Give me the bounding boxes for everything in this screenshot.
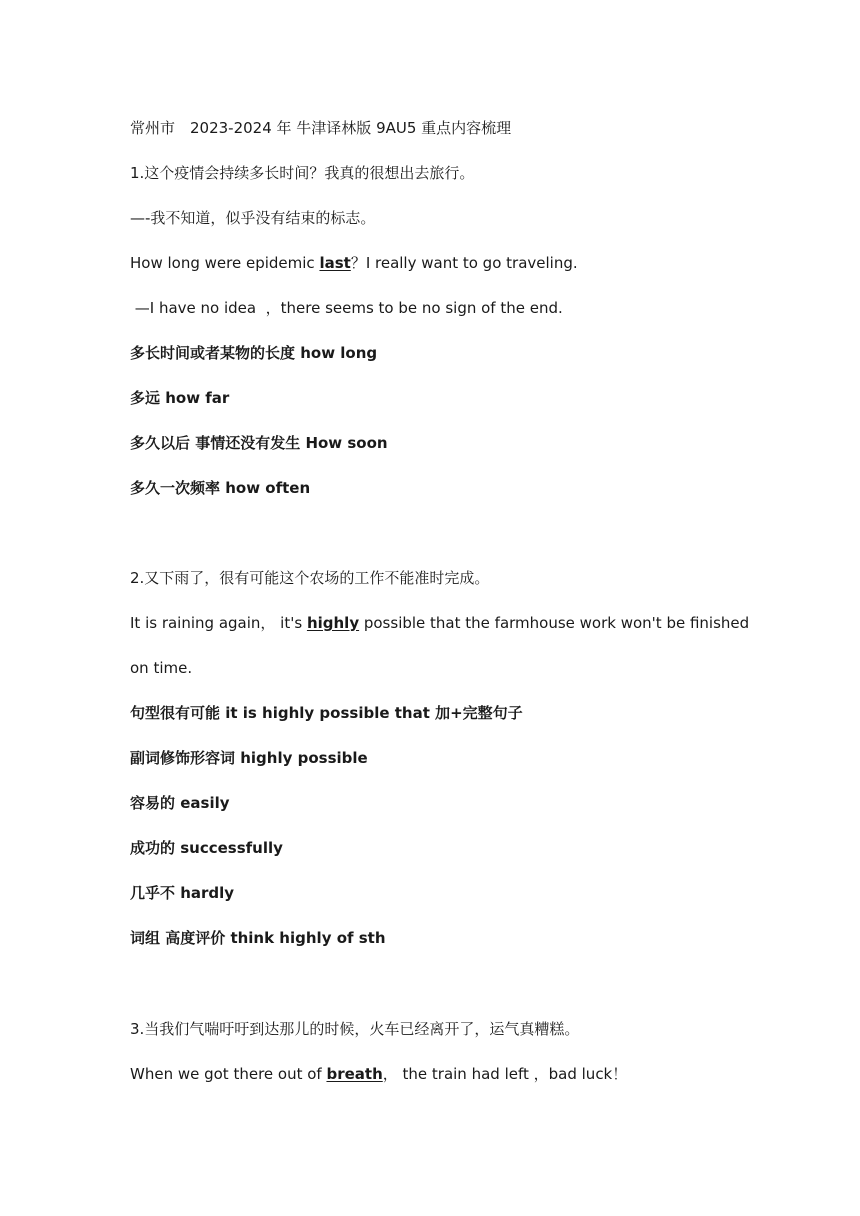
key-word: breath <box>326 1065 383 1083</box>
english-text: ， the train had left ，bad luck！ <box>382 1065 628 1083</box>
section-2-note: 副词修饰形容词 highly possible <box>130 749 368 767</box>
section-1-reply-chinese: —-我不知道，似乎没有结束的标志。 <box>130 209 376 227</box>
section-1-english <box>130 252 800 274</box>
section-1-note: 多远 how far <box>130 389 230 407</box>
section-2-note: 容易的 easily <box>130 794 230 812</box>
english-text: When we got there out of <box>130 1065 327 1083</box>
section-1-note: 多久以后 事情还没有发生 How soon <box>130 434 388 452</box>
section-2-note: 几乎不 hardly <box>130 884 235 902</box>
english-text: It is raining again， it's <box>130 614 307 632</box>
key-word: last <box>319 254 351 272</box>
section-1-chinese: 1.这个疫情会持续多长时间？我真的很想出去旅行。 <box>130 164 475 182</box>
section-2-note: 句型很有可能 it is highly possible that 加+完整句子 <box>130 704 523 722</box>
section-2-note: 词组 高度评价 think highly of sth <box>130 929 386 947</box>
english-text: How long were epidemic <box>130 254 320 272</box>
section-2-english-continued: on time. <box>130 659 193 677</box>
section-2-note: 成功的 successfully <box>130 839 283 857</box>
section-1-note: 多久一次频率 how often <box>130 479 311 497</box>
section-3-chinese: 3.当我们气喘吁吁到达那儿的时候，火车已经离开了，运气真糟糕。 <box>130 1020 580 1038</box>
section-1-note: 多长时间或者某物的长度 how long <box>130 344 378 362</box>
section-2-english <box>130 612 800 634</box>
english-text: ？I really want to go traveling. <box>350 254 578 272</box>
document-title: 常州市 2023-2024 年 牛津译林版 9AU5 重点内容梳理 <box>130 119 512 137</box>
section-2-chinese: 2.又下雨了，很有可能这个农场的工作不能准时完成。 <box>130 569 490 587</box>
key-word: highly <box>306 614 360 632</box>
section-1-reply-english: —I have no idea ，there seems to be no sign of the end. <box>130 299 563 317</box>
section-3-english <box>130 1063 800 1085</box>
english-text: possible that the farmhouse work won't be finished <box>359 614 750 632</box>
